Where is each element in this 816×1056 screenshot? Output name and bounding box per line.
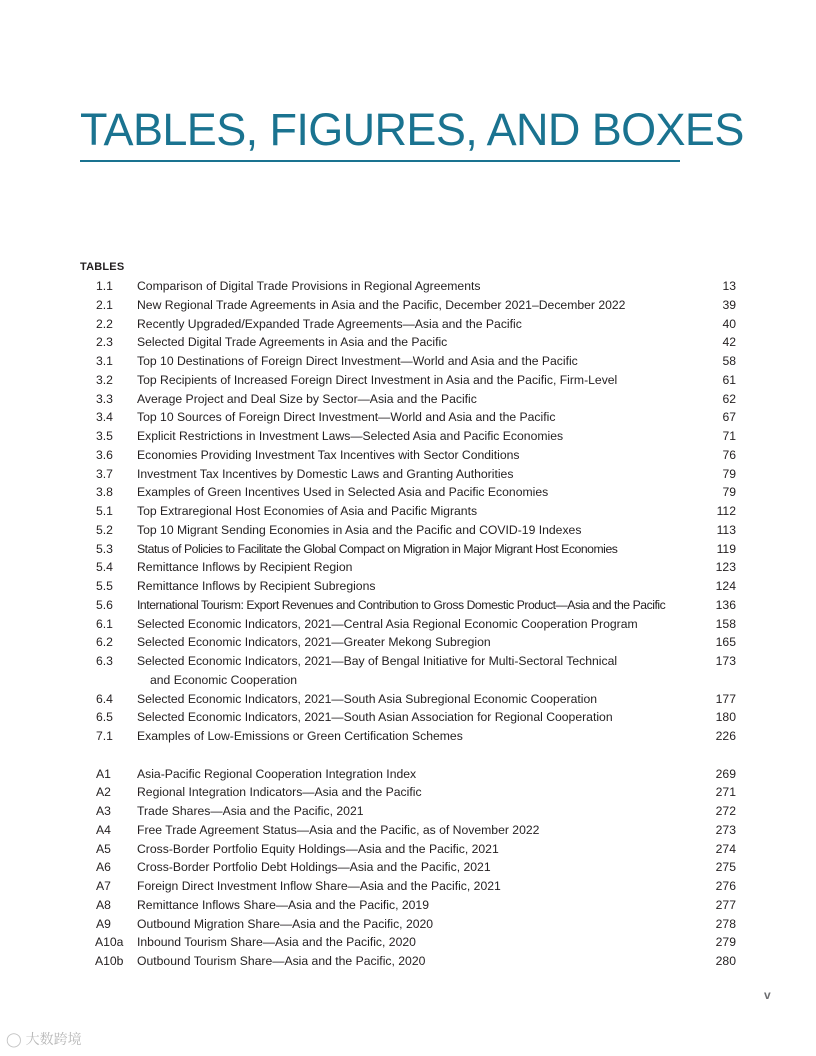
toc-entry[interactable] — [0, 483, 816, 501]
watermark — [6, 1029, 82, 1049]
toc-entry-title: Selected Economic Indicators, 2021—South Asian Association for Regional Cooperation — [137, 710, 613, 725]
toc-entry[interactable] — [0, 840, 816, 858]
toc-entry-page: 273 — [715, 822, 736, 837]
toc-entry-number: 5.6 — [96, 597, 113, 612]
toc-entry-page: 42 — [722, 335, 736, 350]
toc-entry-page: 165 — [715, 635, 736, 650]
toc-entry-title: Outbound Migration Share—Asia and the Pacific, 2020 — [137, 916, 434, 931]
toc-entry-title: Investment Tax Incentives by Domestic Laws and Granting Authorities — [137, 466, 514, 481]
toc-entry[interactable] — [0, 427, 816, 445]
toc-entry-page: 112 — [716, 504, 736, 518]
toc-entry-number: 5.3 — [96, 541, 113, 556]
toc-entry-page: 278 — [715, 916, 736, 931]
toc-entry-title: Cross-Border Portfolio Equity Holdings—Asia and the Pacific, 2021 — [137, 841, 499, 856]
toc-entry-number: A10b — [95, 954, 124, 968]
toc-entry[interactable] — [0, 821, 816, 839]
toc-entry-title: Examples of Low-Emissions or Green Certification Schemes — [137, 729, 463, 743]
toc-entry[interactable] — [0, 446, 816, 464]
toc-entry-title: Examples of Green Incentives Used in Selected Asia and Pacific Economies — [137, 485, 549, 500]
toc-entry-title: New Regional Trade Agreements in Asia and the Pacific, December 2021–December 2022 — [137, 297, 626, 312]
toc-entry-title: Top Recipients of Increased Foreign Direct Investment in Asia and the Pacific, Firm-Level — [137, 372, 618, 387]
toc-entry-page: 177 — [715, 691, 736, 706]
toc-entry-title: Trade Shares—Asia and the Pacific, 2021 — [137, 804, 364, 818]
toc-entry-number: 5.2 — [96, 522, 113, 537]
toc-entry[interactable] — [0, 915, 816, 933]
toc-entry-number: 3.4 — [96, 410, 113, 425]
toc-entry-page: 280 — [715, 954, 736, 968]
toc-entry[interactable] — [0, 952, 816, 970]
toc-entry-number: 5.1 — [96, 504, 113, 518]
toc-entry-page: 124 — [715, 579, 736, 593]
toc-entry-page: 272 — [715, 804, 736, 818]
toc-entry-number: A5 — [96, 841, 111, 856]
toc-entry-number: 3.7 — [96, 466, 113, 481]
toc-entry[interactable] — [0, 633, 816, 651]
toc-entry-number: 3.1 — [96, 354, 113, 368]
toc-entry-title: Top 10 Migrant Sending Economies in Asia and the Pacific and COVID-19 Indexes — [137, 522, 582, 537]
section-heading-tables: TABLES — [80, 261, 125, 273]
toc-entry-title: Cross-Border Portfolio Debt Holdings—Asia and the Pacific, 2021 — [137, 860, 491, 875]
toc-entry-page: 71 — [722, 429, 736, 443]
toc-entry-number: 2.2 — [96, 316, 113, 331]
toc-entry-page: 79 — [722, 485, 736, 500]
toc-entry[interactable] — [0, 802, 816, 820]
toc-entry-title: International Tourism: Export Revenues and Contribution to Gross Domestic Product—Asia and the Pacific — [137, 597, 666, 612]
toc-entry-title: Top 10 Destinations of Foreign Direct Investment—World and Asia and the Pacific — [137, 354, 578, 368]
toc-entry[interactable] — [0, 296, 816, 314]
toc-entry-number: 7.1 — [96, 729, 113, 743]
toc-entry-page: 271 — [715, 785, 736, 800]
toc-entry[interactable] — [0, 727, 816, 745]
toc-entry-page: 67 — [722, 410, 736, 425]
toc-entry-number: 1.1 — [96, 279, 113, 293]
toc-entry[interactable] — [0, 858, 816, 876]
watermark-text: 大数跨境 — [25, 1031, 82, 1047]
toc-entry[interactable] — [0, 708, 816, 726]
toc-entry[interactable] — [0, 933, 816, 951]
toc-entry-number: 3.6 — [96, 447, 113, 462]
toc-entry-page: 277 — [715, 897, 736, 912]
toc-entry-number: 3.2 — [96, 372, 113, 387]
title-underline — [80, 160, 680, 162]
toc-entry-page: 269 — [715, 766, 736, 781]
toc-entry[interactable] — [0, 371, 816, 389]
toc-entry-number: A8 — [96, 897, 111, 912]
toc-entry-number: 6.5 — [96, 710, 113, 725]
toc-entry-title: Average Project and Deal Size by Sector—Asia and the Pacific — [137, 391, 477, 406]
toc-entry-continuation-row — [0, 671, 816, 689]
toc-entry[interactable] — [0, 765, 816, 783]
toc-entry-title: Comparison of Digital Trade Provisions in Regional Agreements — [137, 279, 481, 293]
toc-entry-number: 3.8 — [96, 485, 113, 500]
toc-entry[interactable] — [0, 465, 816, 483]
toc-entry-page: 113 — [716, 522, 736, 537]
toc-entry[interactable] — [0, 615, 816, 633]
toc-entry-page: 58 — [722, 354, 736, 368]
toc-entry-page: 279 — [715, 935, 736, 950]
toc-entry-page: 180 — [715, 710, 736, 725]
toc-entry-title: Explicit Restrictions in Investment Laws—Selected Asia and Pacific Economies — [137, 429, 564, 443]
toc-entry-title: Selected Economic Indicators, 2021—Greater Mekong Subregion — [137, 635, 491, 650]
toc-entry[interactable] — [0, 540, 816, 558]
toc-entry-number: 6.1 — [96, 616, 113, 631]
toc-entry-page: 40 — [722, 316, 736, 331]
toc-entry-title: Status of Policies to Facilitate the Global Compact on Migration in Major Migrant Host Economies — [137, 541, 618, 556]
toc-entry[interactable] — [0, 352, 816, 370]
toc-entry-title: Selected Economic Indicators, 2021—Central Asia Regional Economic Cooperation Program — [137, 616, 638, 631]
toc-entry-page: 275 — [715, 860, 736, 875]
toc-entry-number: A9 — [96, 916, 111, 931]
toc-entry-page: 158 — [715, 616, 736, 631]
toc-entry[interactable] — [0, 596, 816, 614]
toc-entry-page: 62 — [722, 391, 736, 406]
toc-entry-page: 39 — [722, 297, 736, 312]
toc-entry-number: 3.5 — [96, 429, 113, 443]
toc-entry-number: A10a — [95, 935, 124, 950]
toc-entry-number: A1 — [96, 766, 111, 781]
toc-entry-title: Top 10 Sources of Foreign Direct Investment—World and Asia and the Pacific — [137, 410, 556, 425]
toc-entry-page: 13 — [722, 279, 736, 293]
toc-entry-title: Asia-Pacific Regional Cooperation Integration Index — [137, 766, 417, 781]
toc-entry-number: 5.4 — [96, 560, 113, 575]
toc-entry[interactable] — [0, 315, 816, 333]
toc-entry-title: Regional Integration Indicators—Asia and the Pacific — [137, 785, 422, 800]
toc-entry-number: 6.2 — [96, 635, 113, 650]
toc-entry[interactable] — [0, 877, 816, 895]
toc-entry-number: 6.4 — [96, 691, 113, 706]
toc-entry-page: 76 — [722, 447, 736, 462]
toc-entry[interactable] — [0, 408, 816, 426]
toc-entry[interactable] — [0, 652, 816, 670]
toc-entry-title: Free Trade Agreement Status—Asia and the Pacific, as of November 2022 — [137, 822, 540, 837]
toc-entry[interactable] — [0, 502, 816, 520]
toc-entry-page: 119 — [716, 541, 736, 556]
toc-entry-title-continuation: and Economic Cooperation — [150, 672, 298, 687]
toc-entry-title: Remittance Inflows Share—Asia and the Pacific, 2019 — [137, 897, 429, 912]
toc-entry-title: Foreign Direct Investment Inflow Share—Asia and the Pacific, 2021 — [137, 879, 501, 893]
toc-entry-page: 226 — [715, 729, 736, 743]
toc-entry-title: Inbound Tourism Share—Asia and the Pacific, 2020 — [137, 935, 416, 950]
toc-entry-title: Remittance Inflows by Recipient Region — [137, 560, 353, 575]
toc-entry-number: A3 — [96, 804, 111, 818]
toc-entry[interactable] — [0, 390, 816, 408]
toc-entry[interactable] — [0, 690, 816, 708]
toc-entry-title: Economies Providing Investment Tax Incentives with Sector Conditions — [137, 447, 520, 462]
toc-entry-title: Outbound Tourism Share—Asia and the Pacific, 2020 — [137, 954, 426, 968]
toc-entry-number: 6.3 — [96, 654, 113, 668]
toc-entry-number: 2.3 — [96, 335, 113, 350]
toc-entry-page: 276 — [715, 879, 736, 893]
toc-entry-page: 61 — [722, 372, 736, 387]
toc-entry-title: Remittance Inflows by Recipient Subregions — [137, 579, 376, 593]
toc-entry[interactable] — [0, 896, 816, 914]
toc-entry[interactable] — [0, 277, 816, 295]
toc-entry-title: Selected Economic Indicators, 2021—Bay of Bengal Initiative for Multi-Sectoral Technical — [137, 654, 618, 668]
toc-entry[interactable] — [0, 577, 816, 595]
toc-entry-page: 123 — [715, 560, 736, 575]
page-title: TABLES, FIGURES, AND BOXES — [80, 104, 744, 155]
toc-entry-number: A2 — [96, 785, 111, 800]
toc-entry-number: A6 — [96, 860, 111, 875]
toc-entry-number: 3.3 — [96, 391, 113, 406]
page-number: v — [764, 988, 771, 1002]
toc-entry-number: 2.1 — [96, 297, 113, 312]
toc-entry-number: 5.5 — [96, 579, 113, 593]
toc-entry-title: Selected Economic Indicators, 2021—South Asia Subregional Economic Cooperation — [137, 691, 598, 706]
toc-entry[interactable] — [0, 521, 816, 539]
toc-entry-title: Selected Digital Trade Agreements in Asia and the Pacific — [137, 335, 448, 350]
toc-entry-number: A4 — [96, 822, 111, 837]
toc-entry-page: 79 — [722, 466, 736, 481]
toc-entry[interactable] — [0, 783, 816, 801]
watermark-logo-icon: ◯ — [6, 1030, 22, 1047]
toc-entry-page: 136 — [715, 597, 736, 612]
toc-entry[interactable] — [0, 558, 816, 576]
toc-entry-number: A7 — [96, 879, 111, 893]
toc-entry[interactable] — [0, 333, 816, 351]
toc-entry-page: 274 — [715, 841, 736, 856]
toc-entry-title: Top Extraregional Host Economies of Asia and Pacific Migrants — [137, 504, 478, 518]
toc-entry-page: 173 — [715, 654, 736, 668]
toc-entry-title: Recently Upgraded/Expanded Trade Agreements—Asia and the Pacific — [137, 316, 522, 331]
